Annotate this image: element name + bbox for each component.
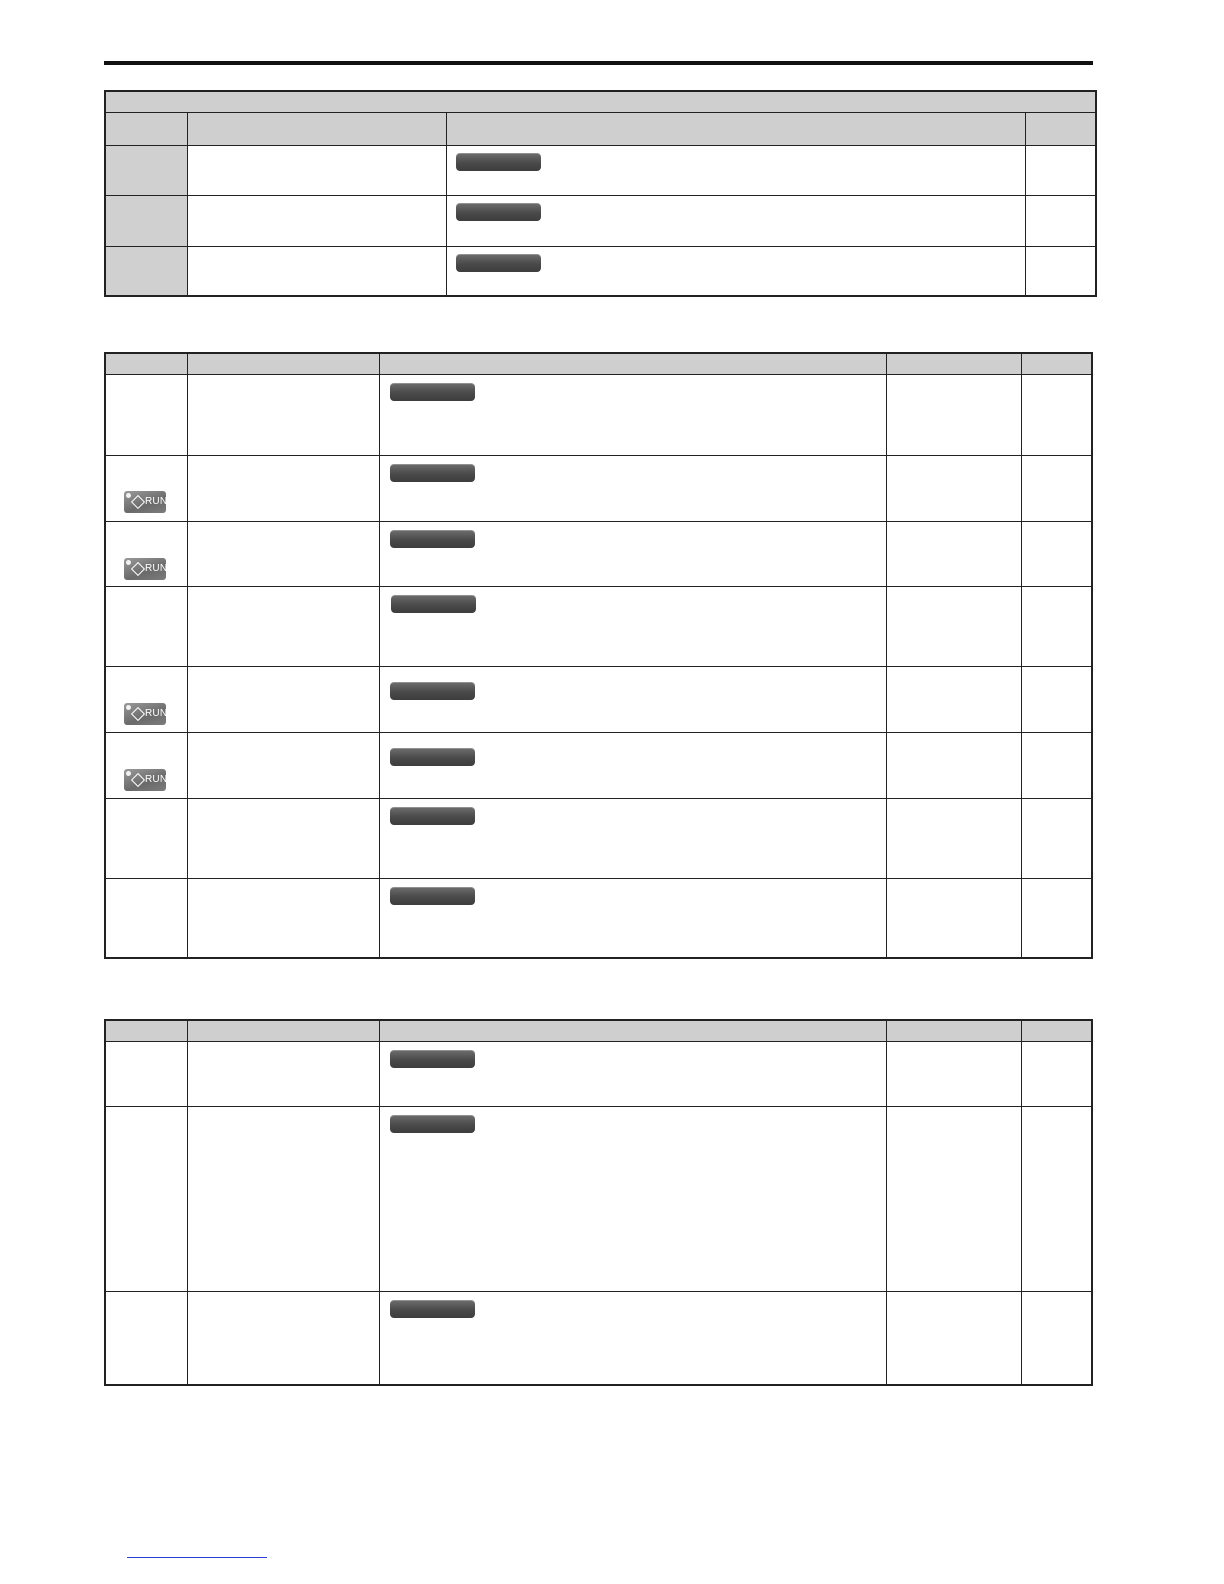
parameter-badge-icon [456,153,541,171]
parameter-badge-icon [390,383,475,401]
table-row [105,145,1096,195]
parameter-page-cell [1021,374,1092,455]
parameter-description-cell [379,1106,886,1291]
parameter-badge-icon [456,203,541,221]
parameter-badge-icon [390,807,475,825]
parameter-name-cell [187,1291,379,1385]
parameter-range-cell [886,521,1021,586]
parameter-code-cell [105,455,187,521]
table-row [105,1041,1092,1106]
table-row [105,1291,1092,1385]
parameter-page-cell [1021,1291,1092,1385]
parameter-description-cell [379,1291,886,1385]
table-2-header-no [105,353,187,374]
table-1-header-no [105,112,187,145]
parameter-name-cell [187,798,379,878]
table-row [105,521,1092,586]
parameter-code-cell [105,666,187,732]
parameter-range-cell [886,374,1021,455]
table-1-header-page [1025,112,1096,145]
table-row [105,1106,1092,1291]
parameter-page-cell [1021,586,1092,666]
parameter-page-cell [1021,666,1092,732]
parameter-badge-icon [391,595,476,613]
table-3-header-range [886,1020,1021,1041]
parameter-page-cell [1021,1106,1092,1291]
table-3-header-page [1021,1020,1092,1041]
parameter-badge-icon [390,1300,475,1318]
table-1-header-name [187,112,446,145]
parameter-page-cell [1021,455,1092,521]
parameter-code-cell [105,732,187,798]
parameter-name-cell [187,374,379,455]
parameter-range-cell [886,1291,1021,1385]
parameter-description-cell [446,195,1025,246]
parameter-description-cell [379,732,886,798]
parameter-badge-icon [390,682,475,700]
parameter-badge-icon [390,1115,475,1133]
parameter-name-cell [187,666,379,732]
parameter-page-cell [1025,195,1096,246]
parameter-badge-icon [390,1050,475,1068]
table-3-header-description [379,1020,886,1041]
parameter-name-cell [187,586,379,666]
run-icon: RUN [124,769,166,791]
parameter-code-cell [105,1106,187,1291]
parameter-range-cell [886,1041,1021,1106]
parameter-description-cell [446,246,1025,296]
parameter-description-cell [379,586,886,666]
table-row [105,878,1092,958]
parameter-page-cell [1021,521,1092,586]
table-row [105,666,1092,732]
parameter-code-cell [105,586,187,666]
table-row [105,586,1092,666]
run-icon: RUN [124,558,166,580]
top-rule [104,61,1093,65]
table-2-header-description [379,353,886,374]
parameter-name-cell [187,732,379,798]
parameter-name-cell [187,878,379,958]
table-row [105,798,1092,878]
run-icon: RUN [124,703,166,725]
parameter-page-cell [1021,878,1092,958]
parameter-code-cell [105,246,187,296]
table-3-header-no [105,1020,187,1041]
table-1-title-bar [105,91,1096,112]
parameter-code-cell [105,195,187,246]
table-row [105,246,1096,296]
parameter-name-cell [187,145,446,195]
parameter-badge-icon [390,748,475,766]
parameter-page-cell [1021,1041,1092,1106]
parameter-range-cell [886,586,1021,666]
parameter-name-cell [187,1041,379,1106]
parameter-range-cell [886,1106,1021,1291]
table-3-header-name [187,1020,379,1041]
table-row [105,455,1092,521]
table-row [105,732,1092,798]
parameter-name-cell [187,1106,379,1291]
table-row [105,195,1096,246]
parameter-range-cell [886,798,1021,878]
parameter-page-cell [1021,732,1092,798]
parameter-description-cell [446,145,1025,195]
parameter-code-cell [105,1041,187,1106]
table-2-header-range [886,353,1021,374]
parameter-code-cell [105,521,187,586]
parameter-page-cell [1025,246,1096,296]
parameter-badge-icon [390,887,475,905]
table-2-header-name [187,353,379,374]
parameter-code-cell [105,374,187,455]
parameter-range-cell [886,666,1021,732]
parameter-badge-icon [390,530,475,548]
parameter-description-cell [379,521,886,586]
parameter-name-cell [187,246,446,296]
table-1-header-description [446,112,1025,145]
parameter-page-cell [1021,798,1092,878]
parameter-code-cell [105,145,187,195]
parameter-description-cell [379,374,886,455]
table-2-header-page [1021,353,1092,374]
parameter-name-cell [187,195,446,246]
parameter-page-cell [1025,145,1096,195]
parameter-table-2 [104,352,1093,959]
parameter-badge-icon [456,254,541,272]
run-icon: RUN [124,491,166,513]
parameter-range-cell [886,732,1021,798]
parameter-description-cell [379,1041,886,1106]
parameter-description-cell [379,798,886,878]
parameter-table-3 [104,1019,1093,1386]
footer-link-underline[interactable] [127,1557,267,1558]
parameter-table-1 [104,90,1097,297]
parameter-code-cell [105,798,187,878]
parameter-name-cell [187,455,379,521]
parameter-badge-icon [390,464,475,482]
table-row [105,374,1092,455]
parameter-code-cell [105,878,187,958]
parameter-range-cell [886,878,1021,958]
parameter-name-cell [187,521,379,586]
parameter-range-cell [886,455,1021,521]
parameter-code-cell [105,1291,187,1385]
parameter-description-cell [379,878,886,958]
parameter-description-cell [379,455,886,521]
parameter-description-cell [379,666,886,732]
